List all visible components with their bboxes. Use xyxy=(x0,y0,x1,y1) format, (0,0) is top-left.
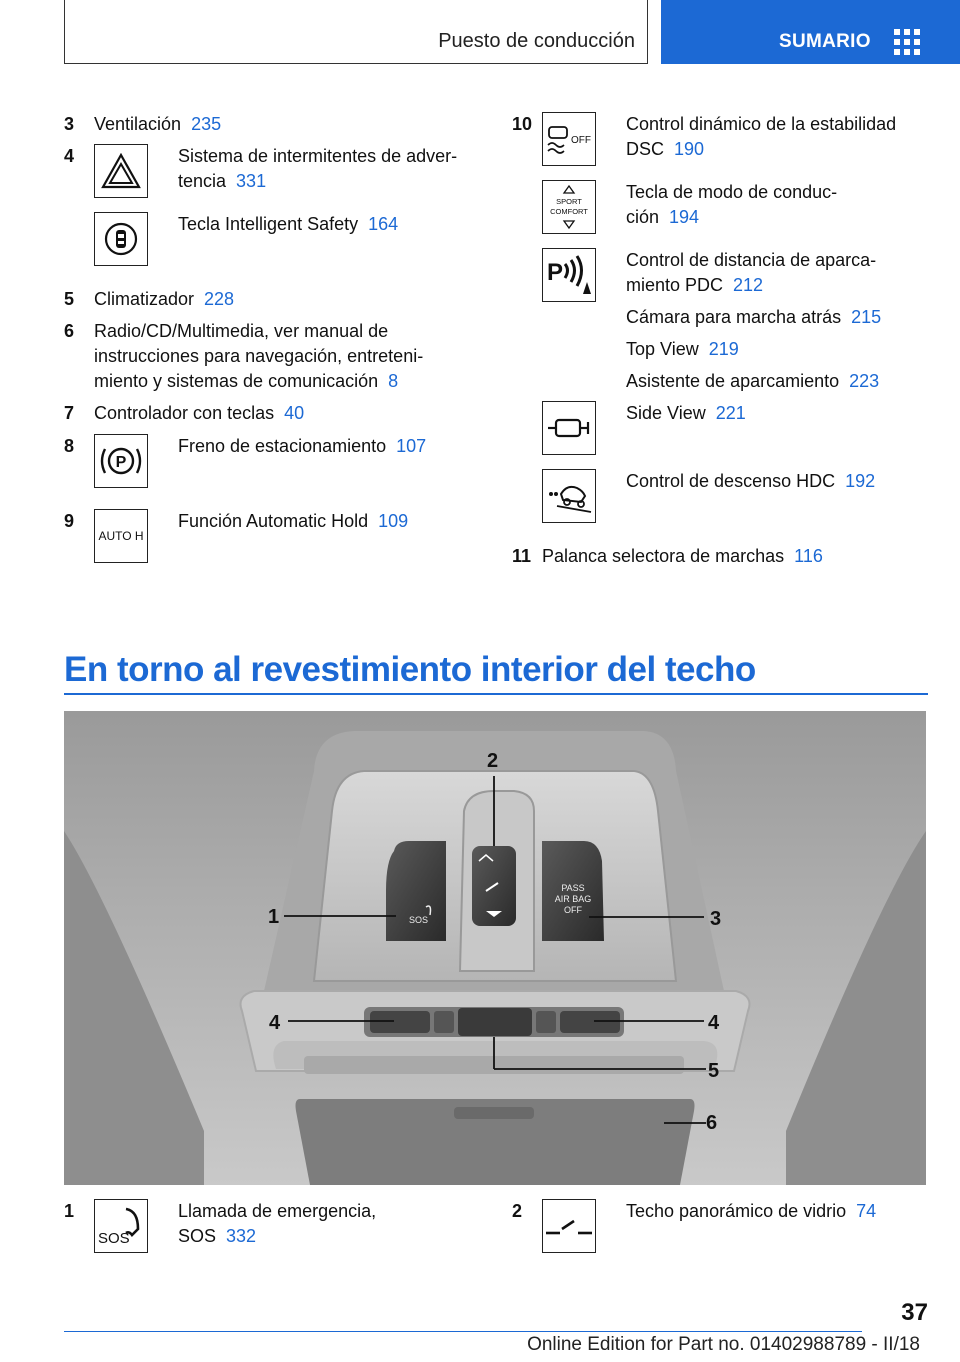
item-label: Tecla de modo de conduc- ción xyxy=(626,182,838,227)
page-ref-link[interactable]: 331 xyxy=(236,171,267,191)
item-text xyxy=(178,1199,478,1249)
page-ref-link[interactable]: 221 xyxy=(715,403,746,423)
item-text xyxy=(626,337,739,362)
item-label: Cámara para marcha atrás xyxy=(626,307,842,327)
grid-menu-icon xyxy=(894,29,920,55)
item-number: 2 xyxy=(512,1201,523,1221)
callout-1: 1 xyxy=(268,906,280,928)
item-number: 7 xyxy=(64,403,75,423)
page-ref-link[interactable]: 194 xyxy=(669,207,700,227)
item-text xyxy=(626,180,936,230)
callout-2: 2 xyxy=(487,750,499,772)
item-label: Asistente de aparcamiento xyxy=(626,371,840,391)
page-ref-link[interactable]: 74 xyxy=(856,1201,877,1221)
item-number: 4 xyxy=(64,146,75,166)
item-number: 8 xyxy=(64,436,75,456)
sos-icon xyxy=(94,1199,148,1253)
item-label: Techo panorámico de vidrio xyxy=(626,1201,847,1221)
section-heading: En torno al revestimiento interior del techo xyxy=(64,650,756,689)
photo-sos-label: SOS xyxy=(409,915,429,925)
page-ref-link[interactable]: 235 xyxy=(191,114,222,134)
item-text xyxy=(178,509,408,534)
side-view-icon xyxy=(542,401,596,455)
page-ref-link[interactable]: 228 xyxy=(204,289,235,309)
page-ref-link[interactable]: 215 xyxy=(851,307,882,327)
header-title-box xyxy=(64,0,648,64)
photo-pass-label: PASS xyxy=(561,883,585,893)
sport-comfort-icon xyxy=(542,180,596,234)
item-number: 9 xyxy=(64,511,75,531)
item-text xyxy=(626,369,879,394)
item-text xyxy=(626,305,881,330)
page-ref-link[interactable]: 223 xyxy=(849,371,880,391)
page-ref-link[interactable]: 219 xyxy=(708,339,739,359)
header-section-title: Puesto de conducción xyxy=(438,30,635,52)
auto-hold-icon-text: AUTO H xyxy=(98,529,144,543)
item-label: Controlador con teclas xyxy=(94,403,275,423)
item-text xyxy=(626,469,875,494)
callout-6: 6 xyxy=(706,1112,718,1134)
item-label: Palanca selectora de marchas xyxy=(542,546,785,566)
intelligent-safety-icon xyxy=(94,212,148,266)
page-ref-link[interactable]: 192 xyxy=(845,471,876,491)
callout-5: 5 xyxy=(708,1060,720,1082)
item-text xyxy=(626,112,936,162)
dsc-off-icon xyxy=(542,112,596,166)
photo-airbag-label: AIR BAG xyxy=(554,894,592,904)
item-number: 1 xyxy=(64,1201,75,1221)
page-ref-link[interactable]: 190 xyxy=(674,139,705,159)
edition-text: Online Edition for Part no. 01402988789 - II/18 xyxy=(527,1334,920,1355)
item-text xyxy=(626,1199,876,1224)
item-text xyxy=(94,287,234,312)
hdc-icon xyxy=(542,469,596,523)
item-text xyxy=(178,434,426,459)
dsc-off-text: OFF xyxy=(571,135,591,146)
page-ref-link[interactable]: 107 xyxy=(396,436,427,456)
page-ref-link[interactable]: 332 xyxy=(226,1226,257,1246)
callout-4-right: 4 xyxy=(708,1012,720,1034)
page-ref-link[interactable]: 8 xyxy=(388,371,399,391)
auto-hold-icon xyxy=(94,509,148,563)
sos-icon-text: SOS xyxy=(98,1230,130,1247)
item-number: 5 xyxy=(64,289,75,309)
svg-text:P: P xyxy=(115,454,127,471)
item-text xyxy=(178,212,398,237)
item-label: Llamada de emergencia, SOS xyxy=(178,1201,377,1246)
pdc-icon xyxy=(542,248,596,302)
sport-text: SPORT xyxy=(556,197,582,206)
parking-brake-icon xyxy=(94,434,148,488)
item-number: 6 xyxy=(64,321,75,341)
item-label: Tecla Intelligent Safety xyxy=(178,214,359,234)
item-text xyxy=(94,112,221,137)
item-label: Radio/CD/Multimedia, ver manual de instrucciones para navegación, entreteni- miento y sistemas de comunicación xyxy=(94,321,424,391)
callout-3: 3 xyxy=(710,908,722,930)
item-label: Side View xyxy=(626,403,706,423)
item-text xyxy=(94,401,304,426)
svg-text:P: P xyxy=(547,259,564,286)
page-ref-link[interactable]: 40 xyxy=(284,403,305,423)
item-text xyxy=(94,319,474,394)
sumario-label: SUMARIO xyxy=(779,31,871,52)
hazard-warning-icon xyxy=(94,144,148,198)
item-number: 11 xyxy=(512,546,532,566)
item-number: 10 xyxy=(512,114,533,134)
page-ref-link[interactable]: 109 xyxy=(378,511,409,531)
item-label: Control de distancia de aparca- miento PDC xyxy=(626,250,877,295)
item-label: Ventilación xyxy=(94,114,182,134)
page-number: 37 xyxy=(901,1299,928,1326)
photo-off-label: OFF xyxy=(564,905,582,915)
item-text xyxy=(626,401,746,426)
section-divider xyxy=(64,693,928,695)
comfort-text: COMFORT xyxy=(550,207,588,216)
callout-4-left: 4 xyxy=(269,1012,281,1034)
item-label: Control de descenso HDC xyxy=(626,471,836,491)
item-label: Top View xyxy=(626,339,699,359)
item-label: Control dinámico de la estabilidad DSC xyxy=(626,114,897,159)
sumario-button[interactable] xyxy=(661,0,960,64)
panoramic-roof-icon xyxy=(542,1199,596,1253)
item-label: Sistema de intermitentes de adver- tencia xyxy=(178,146,458,191)
page-ref-link[interactable]: 116 xyxy=(794,546,823,566)
footer-divider xyxy=(64,1331,862,1332)
overhead-console-photo xyxy=(64,711,926,1185)
item-text xyxy=(542,544,823,569)
item-label: Climatizador xyxy=(94,289,195,309)
page-ref-link[interactable]: 212 xyxy=(733,275,764,295)
item-label: Freno de estacionamiento xyxy=(178,436,387,456)
item-text xyxy=(626,248,936,298)
page-ref-link[interactable]: 164 xyxy=(368,214,399,234)
item-text xyxy=(178,144,488,194)
item-label: Función Automatic Hold xyxy=(178,511,369,531)
item-number: 3 xyxy=(64,114,75,134)
